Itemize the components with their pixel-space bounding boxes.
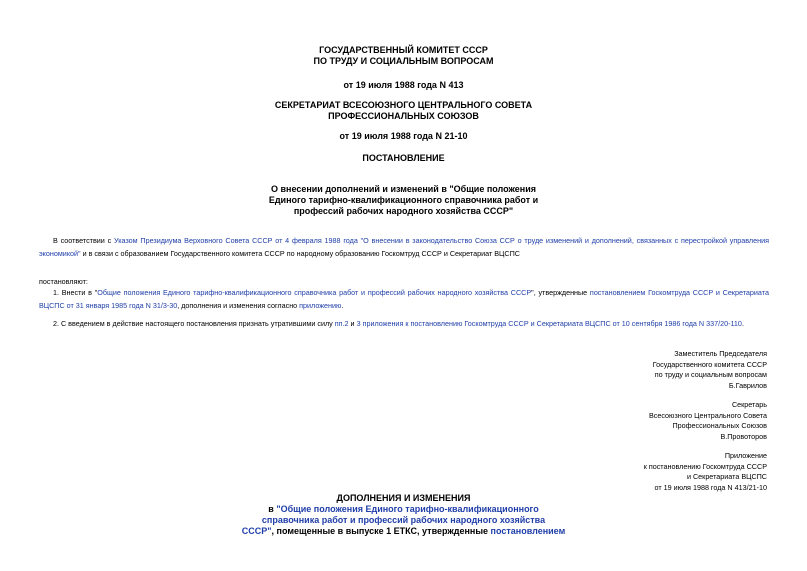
item-1-suffix: . [341, 300, 344, 310]
signature-1-line-3: по труду и социальным вопросам [654, 370, 767, 379]
preamble-suffix: и в связи с образованием Государственного комитета СССР по народному образованию Госкомтруд СССР и Секретариат ВЦСПС [80, 248, 520, 258]
appendix-general-provisions-link-3[interactable]: СССР" [241, 526, 272, 536]
signature-1-line-1: Заместитель Председателя [674, 349, 767, 358]
title-line-3: профессий рабочих народного хозяйства СССР" [293, 206, 514, 216]
appendix-general-provisions-link-2[interactable]: справочника работ и профессий рабочих народного хозяйства [261, 515, 546, 525]
signature-2-line-1: Секретарь [731, 400, 767, 409]
appendix-title: ДОПОЛНЕНИЯ И ИЗМЕНЕНИЯ [336, 493, 471, 503]
title-line-2: Единого тарифно-квалификационного справочника работ и [268, 195, 539, 205]
resolution-1986-link[interactable]: 3 приложения к постановлению Госкомтруда СССР и Секретариата ВЦСПС от 10 сентября 1986 года N 337/20-110 [356, 319, 742, 328]
appendix-link[interactable]: приложению [299, 300, 342, 310]
appendix-reference [507, 451, 767, 493]
appendix-prefix: в [268, 504, 277, 514]
item-1-paragraph [39, 287, 769, 312]
item-1-mid-1: ", утвержденные [531, 288, 590, 297]
document-title [0, 184, 807, 217]
signature-1-name: Б.Гаврилов [728, 380, 767, 390]
appendix-resolution-link[interactable]: постановлением [490, 526, 566, 536]
signature-2-name: В.Провоторов [720, 431, 767, 441]
secretariat-name [0, 100, 807, 122]
item-2-suffix: . [741, 319, 744, 328]
committee-date: от 19 июля 1988 года N 413 [343, 80, 464, 90]
appendix-subtitle-line-2 [0, 515, 807, 526]
appendix-ref-line-1: Приложение [724, 451, 767, 460]
item-2-paragraph [39, 318, 769, 331]
committee-name [0, 45, 807, 67]
document-type: ПОСТАНОВЛЕНИЕ [362, 153, 445, 163]
appendix-ref-line-4: от 19 июля 1988 года N 413/21-10 [654, 482, 767, 492]
secretariat-date: от 19 июля 1988 года N 21-10 [339, 131, 468, 141]
signature-1-line-2: Государственного комитета СССР [652, 359, 767, 369]
signature-block-2 [507, 400, 767, 442]
secretariat-line-2: ПРОФЕССИОНАЛЬНЫХ СОЮЗОВ [328, 111, 479, 121]
preamble-paragraph [39, 235, 769, 260]
decree-link[interactable]: Указом Президиума Верховного Совета СССР от 4 февраля 1988 года "О внесении в законодательство Союза ССР о труде изменений и дополнений, связанных с перестройкой управления экономикой" [39, 236, 769, 258]
appendix-mid: , помещенные в выпуске 1 ЕТКС, утвержденные [271, 526, 491, 536]
item-1-mid-2: , дополнения и изменения согласно [177, 300, 300, 310]
signature-block-1 [507, 349, 767, 391]
committee-line-2: ПО ТРУДУ И СОЦИАЛЬНЫМ ВОПРОСАМ [313, 56, 494, 66]
general-provisions-link[interactable]: Общие положения Единого тарифно-квалификационного справочника работ и профессий рабочих народного хозяйства СССР [97, 288, 532, 297]
resolution-1985-link[interactable]: постановлением Госкомтруда СССР и Секретариата ВЦСПС от 31 января 1985 года N 31/3-30 [39, 288, 769, 310]
item-2-mid: и [348, 319, 357, 328]
appendix-general-provisions-link-1[interactable]: "Общие положения Единого тарифно-квалификационного [276, 504, 539, 514]
item-1-prefix: 1. Внести в " [53, 288, 98, 297]
committee-line-1: ГОСУДАРСТВЕННЫЙ КОМИТЕТ СССР [319, 45, 488, 55]
clause-2-link[interactable]: пп.2 [334, 319, 349, 328]
appendix-ref-line-2: к постановлению Госкомтруда СССР [643, 461, 767, 471]
appendix-subtitle-line-3 [0, 526, 807, 537]
title-line-1: О внесении дополнений и изменений в "Общие положения [270, 184, 537, 194]
item-2-prefix: 2. С введением в действие настоящего постановления признать утратившими силу [53, 319, 335, 328]
appendix-ref-line-3: и Секретариата ВЦСПС [686, 472, 767, 481]
appendix-subtitle [0, 504, 807, 537]
signature-2-line-3: Профессиональных Союзов [672, 421, 767, 430]
appendix-subtitle-line-1 [0, 504, 807, 515]
secretariat-line-1: СЕКРЕТАРИАТ ВСЕСОЮЗНОГО ЦЕНТРАЛЬНОГО СОВЕТА [274, 100, 533, 110]
signature-2-line-2: Всесоюзного Центрального Совета [649, 410, 767, 420]
resolves-text: постановляют: [39, 277, 88, 286]
preamble-prefix: В соответствии с [53, 236, 114, 245]
